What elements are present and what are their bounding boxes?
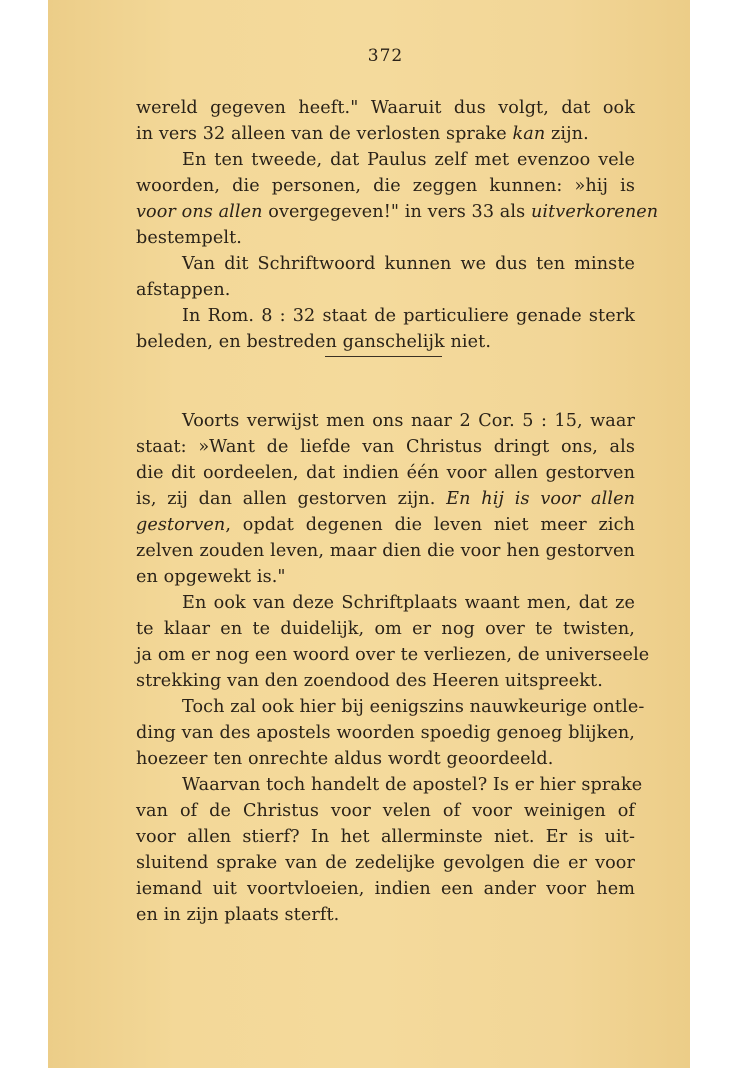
section-1-line: Van dit Schriftwoord kunnen we dus ten minste [182, 254, 635, 274]
section-1-line: in vers 32 alleen van de verlosten sprake kan zijn. [136, 124, 589, 144]
section-2-line: Voorts verwijst men ons naar 2 Cor. 5 : 15, waar [182, 411, 635, 431]
section-2-line: voor allen stierf? In het allerminste niet. Er is uit- [136, 827, 635, 847]
section-1-line: voor ons allen overgegeven!" in vers 33 als uitverkorenen [136, 202, 659, 222]
section-1-line: In Rom. 8 : 32 staat de particuliere genade sterk [182, 306, 635, 326]
section-2-line: ding van des apostels woorden spoedig genoeg blijken, [136, 723, 635, 743]
section-1-line: wereld gegeven heeft." Waaruit dus volgt, dat ook [136, 98, 635, 118]
italic-emphasis: kan [512, 124, 546, 144]
section-2-line: Waarvan toch handelt de apostel? Is er hier sprake [182, 775, 643, 795]
section-1-line: bestempelt. [136, 228, 242, 248]
section-2-line: En ook van deze Schriftplaats waant men, dat ze [182, 593, 635, 613]
section-2-line: hoezeer ten onrechte aldus wordt geoordeeld. [136, 749, 554, 769]
page-number: 372 [367, 46, 404, 66]
section-2-line: gestorven, opdat degenen die leven niet meer zich [136, 515, 635, 535]
section-2-line: iemand uit voortvloeien, indien een ander voor hem [136, 879, 635, 899]
italic-emphasis: En hij is voor allen [446, 489, 636, 509]
section-2-line: staat: »Want de liefde van Christus dringt ons, als [136, 437, 635, 457]
section-2-line: en opgewekt is." [136, 567, 286, 587]
section-2-line: die dit oordeelen, dat indien één voor allen gestorven [136, 463, 635, 483]
section-divider [325, 356, 442, 357]
section-2-line: sluitend sprake van de zedelijke gevolgen die er voor [136, 853, 635, 873]
italic-emphasis: uitverkorenen [530, 202, 659, 222]
book-page [48, 0, 690, 1068]
section-2-line: te klaar en te duidelijk, om er nog over te twisten, [136, 619, 635, 639]
section-1-line: afstappen. [136, 280, 231, 300]
section-1-line: En ten tweede, dat Paulus zelf met evenzoo vele [182, 150, 635, 170]
section-1-line: beleden, en bestreden ganschelijk niet. [136, 332, 492, 352]
italic-emphasis: gestorven [136, 515, 226, 535]
section-2-line: ja om er nog een woord over te verliezen, de universeele [136, 645, 650, 665]
section-1-line: woorden, die personen, die zeggen kunnen: »hij is [136, 176, 635, 196]
section-2-line: en in zijn plaats sterft. [136, 905, 340, 925]
section-2-text [136, 408, 650, 928]
italic-emphasis: voor ons allen [136, 202, 263, 222]
section-1-text [136, 95, 659, 355]
section-2-line: van of de Christus voor velen of voor weinigen of [136, 801, 635, 821]
section-2-line: Toch zal ook hier bij eenigszins nauwkeurige ontle- [182, 697, 645, 717]
section-2-line: is, zij dan allen gestorven zijn. En hij is voor allen [136, 489, 636, 509]
section-2-line: zelven zouden leven, maar dien die voor hen gestorven [136, 541, 635, 561]
section-2-line: strekking van den zoendood des Heeren uitspreekt. [136, 671, 603, 691]
